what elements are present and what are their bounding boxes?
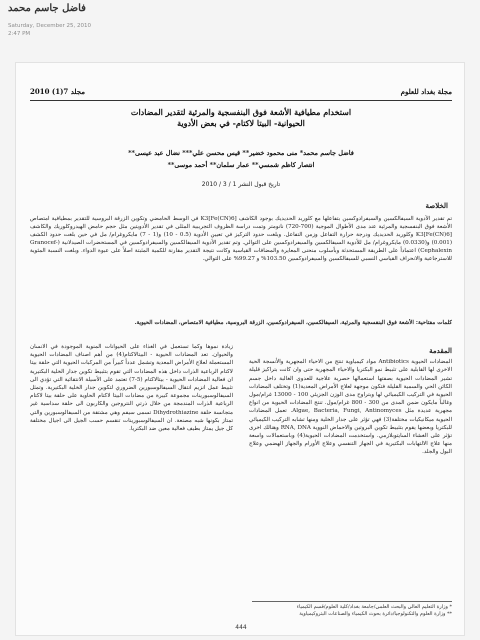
title-line-2: الحيوانية- البيتا لاكتام- في بعض الأدوية xyxy=(177,118,305,128)
header-rule xyxy=(30,100,452,101)
abstract-body: تم تقدير الأدوية السيفالكسين والسيفرادوكسين بتفاعلها مع كلوريد الحديديك بوجود الكاشف K3[Fe(CN)6] في الوسط الحامضي وتكوين الزرقة البروسية للتقدير بمطيافية امتصاص الأشعة فوق البنفسجية والمرئية عند مدى الأطوال الموجية (700-720) نانومتر وتمت دراسة الظروف التجريبية المثلى في تقدير الأدويتين مثل حجم حامض الهيدروكلوريك والكاشف K3[Fe(CN)6] وكلوريد الحديديك ودرجة حرارة التفاعل وزمن التفاعل. وبلغت حدود التركيز في تعيين الأدوية (0.5 - 10) و(1 - 7) مايكروغرام/ مل في حين بلغت حدود الكشف (0.001) و(0.0330) مايكروغرام/ مل للأدوية السيفالكسين والسيفرادوكسين على التوالي. وتم تقدير الأدوية السيفالكسين والسيفرادوكسين في المستحضرات الصيدلانية (Granocef-Cephalexin) اعتماداً على الطريقة المستحدثة وبأسلوب منحنى المعايرة والمضافات القياسية وكانت نتيجة التقدير مقارنة للكمية المثبتة اصلاً على عبوة الدواء. وبلغت النسبة المئوية للاسترجاعية والانحراف القياسي النسبي للسيفالكسين والسيفرادوكسين 103.50% و 99.27% على التوالي. xyxy=(30,216,452,263)
intro-text-right: المضادات الحيوية Antibiotics مواد كيمياوية تنتج من الاحياء المجهرية والأنسجة الحية الاخرى لها القابلية على تثبيط نمو البكتريا والاحياء المجهرية حتى وان كانت بتراكيز قليلة تشير المضادات الحيوية بصفتها استعمالها حصرية علاجية للعدوى الغالبة داخل جسم الكائن الحي والسمية القليلة فتكون موجهة لعلاج الأمراض المعدية(1) وتختلف المضادات الحيوية في التركيب الكيميائي لها وبتراوح مدى الوزن الجزيئي 100 - 13000 غرام/مول وغالباً مايكون ضمن المدى من 300 - 800 غرام/مول. تنتج المضادات الحيوية من انواع مجهرية عديدة مثل Algae, Bacteria, Fungi, Antinomyces. تعمل المضادات الحيوية ميكانيكيات مختلفة(3) فهي تؤثر على جدار الخلية ومنها تشابه التركيب الكيميائي للبكتريا وبعضها يقوم بتثبيط تكوين البروتين والاحماض النووية RNA, DNA وهنالك اخرى تؤثر على الغشاء السايتوبلازمي. واستخدمت المضادات الحيوية(4) وباستعمالات واسعة منها علاج الالتهابات البكتيرية في الجهاز التنفسي وعلاج الأورام والجهاز الهضمي وعلاج البول والجلد. xyxy=(249,359,452,456)
authors-line-1: فاضل جاسم محمد* منى محمود خضير** قيس محسن علي*** نضال عبد عيسى** xyxy=(128,149,354,157)
post-timestamp xyxy=(8,22,91,38)
scanned-page xyxy=(15,62,465,636)
post-date: Saturday, December 25, 2010 xyxy=(8,23,92,29)
footnote-rule xyxy=(252,601,452,602)
intro-text-left: زيادة نموها وكما تستعمل في الغذاء على الحيوانات المنوية الموجودة في الانسان والحيوان. تعد المضادات الحيوية - البيتالاكتام(4) من أهم اصناف المضادات الحيوية المستعملة لعلاج الأمراض المعدية وتشمل عدداً كبيراً من المركبات الحيوية التي حلقة بيتا لاكتام الرباعية الذرات داخل هذه المضادات التي تقوم بتثبيط تكوين جدار الخلية البكتيرية ان فعالية المضادات الحيوية - بيتالاكتام (5-7) تعتمد على الأسيلة الانتقائية التي تؤدي الى تثبيط عمل انزيم انتقال السيفالوسبورين الضروري لتكوين جدار الخلية البكتيرية. وتمثل السيفالوسبورينات مجموعة كبيرة من مضادات البيتا لاكتام الحاوية على حلقة بيتا لاكتام الرباعية الذرات المندمجة من خلال ذرتي النتروجين والكاربون الى حلقة سداسية غير متجانسة حلقة Dihydrothiazine تسمى سيفم وهي مشتقة من السيفالوسبورين والتي تمتاز بكونها شبه مصنعة. ان السيفالوسبورينات تنقسم حسب الجيل الى اجيال مختلفة كل جيل يمتاز بطيف فعالية معين ضد البكتريا. xyxy=(30,344,233,433)
journal-header xyxy=(30,87,452,99)
intro-column-left xyxy=(30,343,233,559)
intro-column-right xyxy=(249,347,452,599)
journal-name: مجلة بغداد للعلوم xyxy=(400,87,452,96)
intro-heading: المقدمة xyxy=(429,347,452,355)
paper-title xyxy=(46,107,436,129)
post-header xyxy=(0,0,480,40)
authors-line-2: انتصار كاظم شمسي** عمار سلمان** أحمد موسى** xyxy=(167,161,315,169)
footnote-1: * وزارة التعليم العالي والبحث العلمي/جامعة بغداد/كلية العلوم/قسم الكيمياء xyxy=(296,604,452,610)
author-list xyxy=(46,147,436,171)
footnotes xyxy=(252,604,452,618)
abstract-heading: الخلاصة xyxy=(425,201,448,210)
post-time: 2:47 PM xyxy=(8,31,31,37)
acceptance-date: تاريخ قبول النشر 1 / 3 / 2010 xyxy=(201,181,281,188)
title-line-1: استخدام مطيافية الأشعة فوق البنفسجية والمرئية لتقدير المضادات xyxy=(130,107,352,117)
post-author[interactable]: فاضل جاسم محمد xyxy=(8,3,86,14)
keywords: كلمات مفتاحية: الأشعة فوق البنفسجية والمرئية، السيفالكسين، السيفرادوكسين، الزرقة البروسية، مطيافية الامتصاص، المضادات الحيوية. xyxy=(134,320,452,326)
footnote-2: ** وزارة العلوم والتكنولوجيا/دائرة بحوث الكيمياء والصناعات البتروكيمياوية xyxy=(299,611,452,617)
page-number: 444 xyxy=(235,624,247,631)
journal-volume: مجلد 7(1) 2010 xyxy=(30,87,85,96)
